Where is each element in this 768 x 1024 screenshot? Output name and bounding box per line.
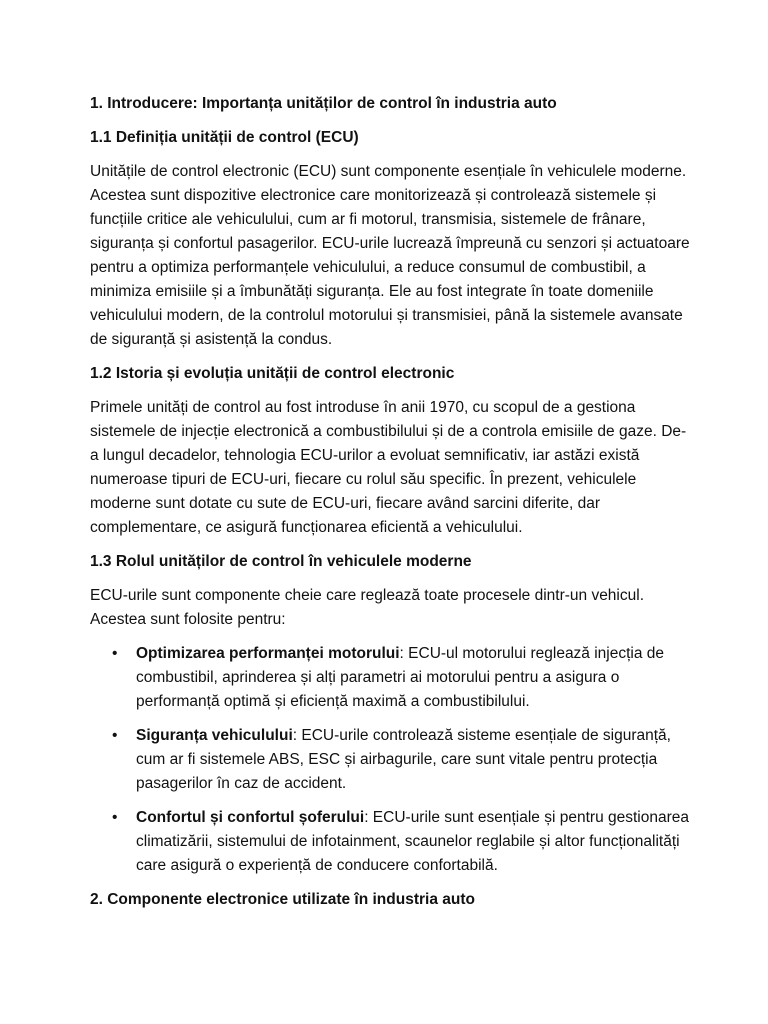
list-item-term: Confortul și confortul șoferului <box>136 809 365 826</box>
subsection-1-1-heading: 1.1 Definiția unității de control (ECU) <box>90 129 359 146</box>
subsection-1-2-heading: 1.2 Istoria și evoluția unității de control electronic <box>90 365 455 382</box>
subsection-1-2-paragraph: Primele unități de control au fost introduse în anii 1970, cu scopul de a gestiona sistemele de injecție electronică a combustibilului și de a controla emisiile de gaze. De-a lungul decadelor, tehnologia ECU-urilor a evoluat semnificativ, iar astăzi există numeroase tipuri de ECU-uri, fiecare cu rolul său specific. În prezent, vehiculele moderne sunt dotate cu sute de ECU-uri, fiecare având sarcini diferite, dar complementare, ce asigură funcționarea eficientă a vehiculului. <box>90 399 687 536</box>
subsection-1-3-paragraph: ECU-urile sunt componente cheie care reglează toate procesele dintr-un vehicul. Acestea sunt folosite pentru: <box>90 587 644 628</box>
bullet-icon: • <box>112 645 118 662</box>
bullet-icon: • <box>112 809 118 826</box>
bullet-icon: • <box>112 727 118 744</box>
section-1-heading: 1. Introducere: Importanța unităților de control în industria auto <box>90 95 557 112</box>
list-item-text: : ECU-urile sunt esențiale și pentru gestionarea climatizării, sistemului de infotainment, scaunelor reglabile și altor funcționalități care asigură o experiență de conducere confortabilă. <box>136 809 689 874</box>
list-item <box>90 806 690 878</box>
list-item <box>90 642 690 714</box>
list-item-term: Siguranța vehiculului <box>136 727 293 744</box>
list-item-text: : ECU-urile controlează sisteme esențiale de siguranță, cum ar fi sistemele ABS, ESC și airbagurile, care sunt vitale pentru protecția pasagerilor în caz de accident. <box>136 727 671 792</box>
list-item-text: : ECU-ul motorului reglează injecția de combustibil, aprinderea și alți parametri ai motorului pentru a asigura o performanță optimă și eficiență maximă a combustibilului. <box>136 645 665 710</box>
document-page <box>90 92 690 922</box>
section-2-heading: 2. Componente electronice utilizate în industria auto <box>90 891 475 908</box>
uses-list <box>90 642 690 878</box>
subsection-1-3-heading: 1.3 Rolul unităților de control în vehiculele moderne <box>90 553 472 570</box>
list-item <box>90 724 690 796</box>
list-item-term: Optimizarea performanței motorului <box>136 645 400 662</box>
subsection-1-1-paragraph: Unitățile de control electronic (ECU) sunt componente esențiale în vehiculele moderne. Acestea sunt dispozitive electronice care monitorizează și controlează sistemele și funcțiile critice ale vehiculului, cum ar fi motorul, transmisia, sistemele de frânare, siguranța și confortul pasagerilor. ECU-urile lucrează împreună cu senzori și actuatoare pentru a optimiza performanțele vehiculului, a reduce consumul de combustibil, a minimiza emisiile și a îmbunătăți siguranța. Ele au fost integrate în toate domeniile vehiculului modern, de la controlul motorului și transmisiei, până la sistemele avansate de siguranță și asistență la condus. <box>90 163 690 348</box>
